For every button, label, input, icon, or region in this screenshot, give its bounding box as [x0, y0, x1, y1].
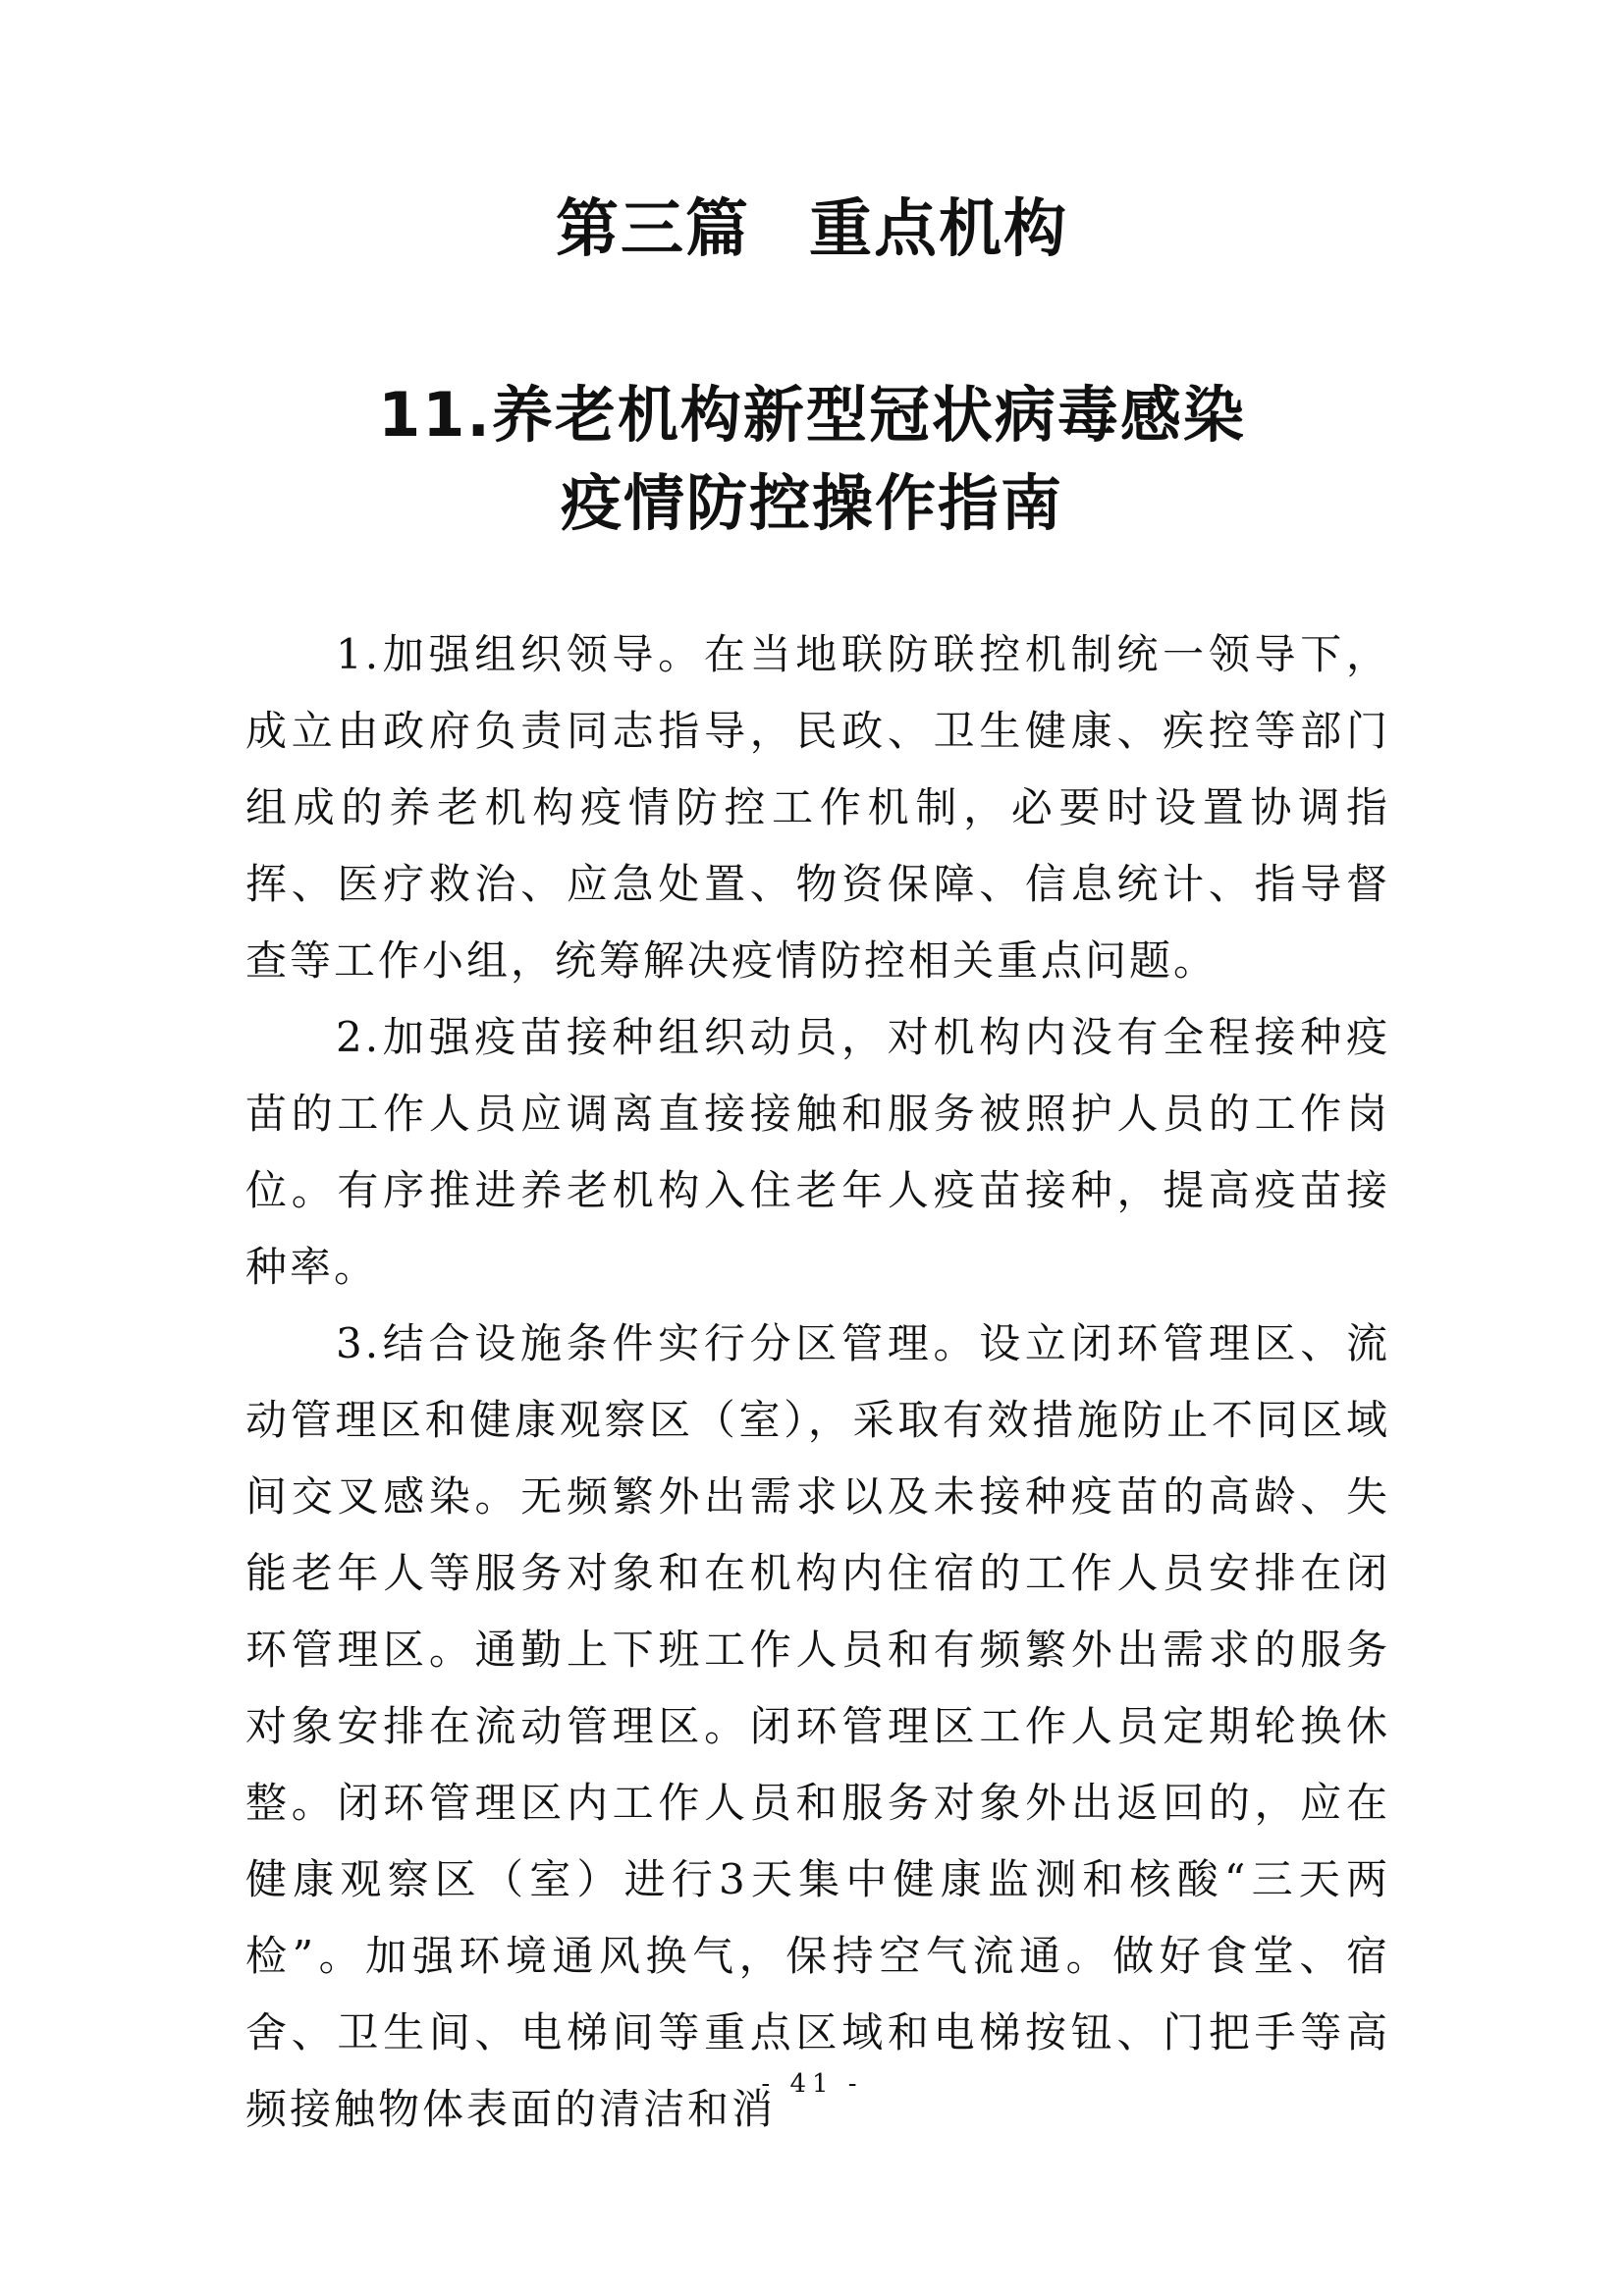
- paragraph-1: 1.加强组织领导。在当地联防联控机制统一领导下，成立由政府负责同志指导，民政、卫生健康、疾控等部门组成的养老机构疫情防控工作机制，必要时设置协调指挥、医疗救治、应急处置、物资保障、信息统计、指导督查等工作小组，统筹解决疫情防控相关重点问题。: [245, 630, 1390, 985]
- part-title-name: 重点机构: [809, 193, 1068, 266]
- document-title-line-1: 11.养老机构新型冠状病毒感染: [378, 379, 1246, 451]
- document-title-line-2: 疫情防控操作指南: [560, 467, 1063, 539]
- part-title-number: 第三篇: [556, 193, 750, 266]
- part-title: [0, 193, 1624, 266]
- paragraph-2: 2.加强疫苗接种组织动员，对机构内没有全程接种疫苗的工作人员应调离直接接触和服务被照护人员的工作岗位。有序推进养老机构入住老年人疫苗接种，提高疫苗接种率。: [245, 1013, 1390, 1291]
- body-text: [245, 616, 1390, 2148]
- document-title: [0, 371, 1624, 548]
- page-number: - 41 -: [761, 2069, 863, 2099]
- paragraph-3: 3.结合设施条件实行分区管理。设立闭环管理区、流动管理区和健康观察区（室），采取有效措施防止不同区域间交叉感染。无频繁外出需求以及未接种疫苗的高龄、失能老年人等服务对象和在机构内住宿的工作人员安排在闭环管理区。通勤上下班工作人员和有频繁外出需求的服务对象安排在流动管理区。闭环管理区工作人员定期轮换休整。闭环管理区内工作人员和服务对象外出返回的，应在健康观察区（室）进行3天集中健康监测和核酸“三天两检”。加强环境通风换气，保持空气流通。做好食堂、宿舍、卫生间、电梯间等重点区域和电梯按钮、门把手等高频接触物体表面的清洁和消: [245, 1319, 1390, 2133]
